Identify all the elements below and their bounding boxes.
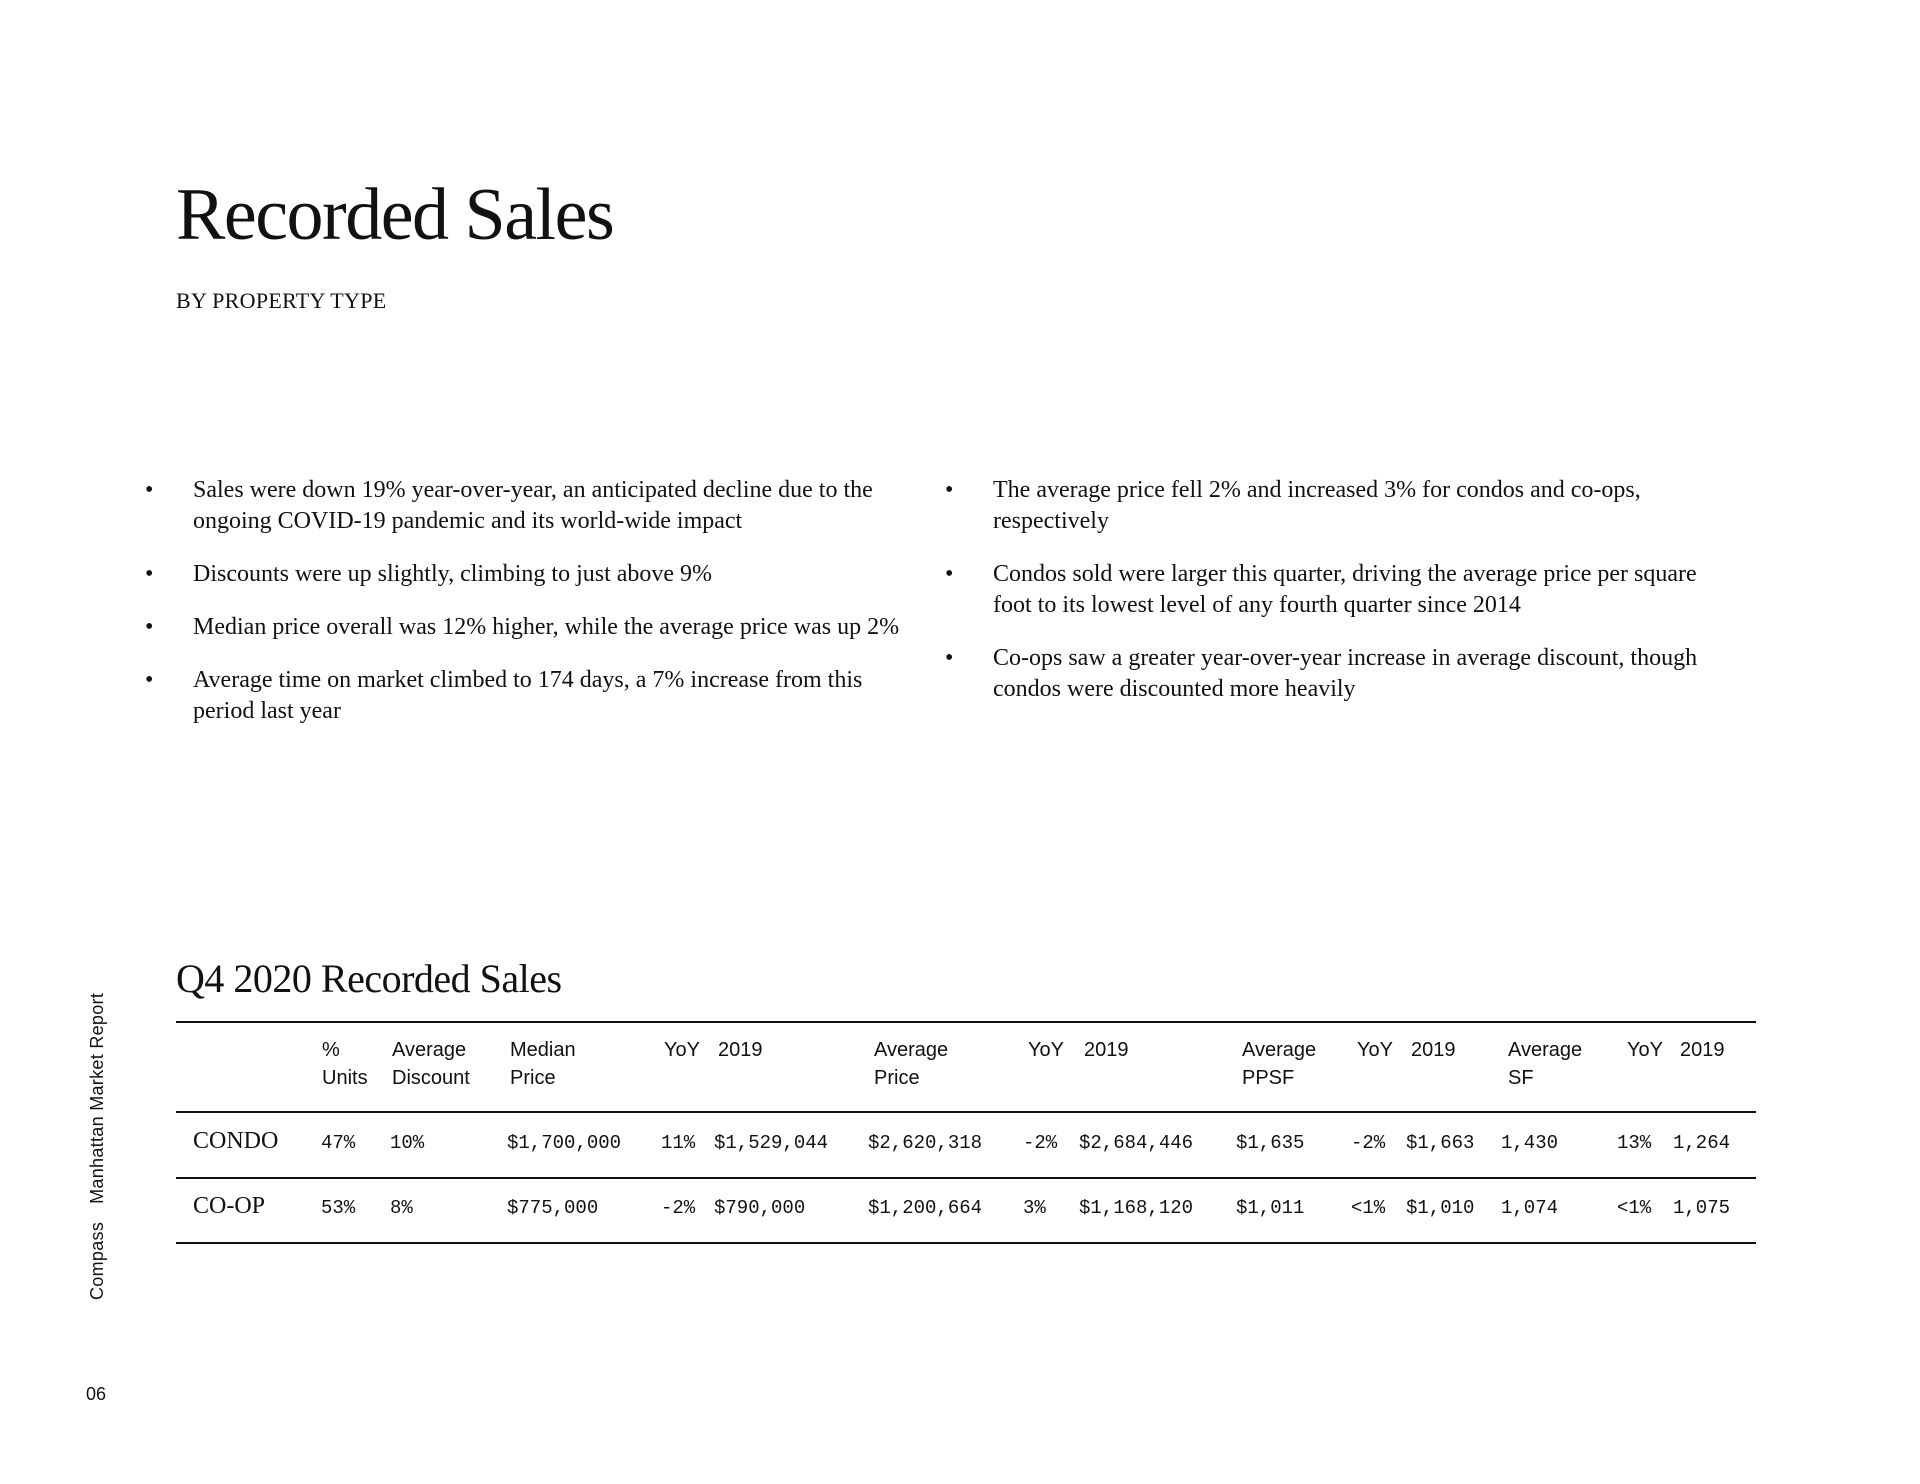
- bullet-item: • Condos sold were larger this quarter, driving the average price per square foot to its lowest level of any fourth quarter since 2014: [945, 561, 1697, 618]
- sidebar-brand: Compass: [87, 1221, 107, 1300]
- bullet-item: • Median price overall was 12% higher, while the average price was up 2%: [145, 612, 915, 643]
- sidebar-report: Manhattan Market Report: [87, 992, 107, 1204]
- column-header: YoY: [1357, 1039, 1393, 1061]
- table-cell: 1,075: [1673, 1197, 1731, 1219]
- table-cell: -2%: [1023, 1132, 1058, 1154]
- column-header: YoY: [1028, 1039, 1064, 1061]
- bullet-item: • The average price fell 2% and increased 3% for condos and co-ops, respectively: [945, 477, 1641, 534]
- table-cell: $1,663: [1406, 1132, 1475, 1154]
- column-header: Median Price: [510, 1039, 576, 1089]
- table-cell: $775,000: [507, 1197, 599, 1219]
- table-cell: 53%: [321, 1197, 356, 1219]
- table-cell: 3%: [1023, 1197, 1046, 1219]
- table-cell: $1,200,664: [868, 1197, 983, 1219]
- page-number: 06: [86, 1384, 107, 1404]
- table-cell: 1,430: [1501, 1132, 1559, 1154]
- bullet-item: • Co-ops saw a greater year-over-year increase in average discount, though condos were discounted more heavily: [945, 645, 1698, 702]
- bullet-icon: •: [145, 561, 154, 587]
- table-cell: $2,684,446: [1079, 1132, 1194, 1154]
- table-bottom-rule: [176, 1242, 1756, 1244]
- table-cell: 47%: [321, 1132, 356, 1154]
- bullet-item: • Average time on market climbed to 174 days, a 7% increase from this period last year: [145, 667, 863, 724]
- bullet-list-right: [945, 475, 1725, 727]
- table-cell: $1,700,000: [507, 1132, 622, 1154]
- table-cell: $2,620,318: [868, 1132, 983, 1154]
- row-label-condo: CONDO: [193, 1128, 279, 1154]
- table-cell: 13%: [1617, 1132, 1652, 1154]
- table-cell: $1,010: [1406, 1197, 1475, 1219]
- column-header: Average Discount: [392, 1039, 470, 1089]
- table-cell: 1,074: [1501, 1197, 1559, 1219]
- table-cell: 8%: [390, 1197, 413, 1219]
- page-title: Recorded Sales: [176, 174, 614, 256]
- bullet-icon: •: [945, 645, 954, 671]
- table-cell: 1,264: [1673, 1132, 1731, 1154]
- bullet-item: • Discounts were up slightly, climbing to just above 9%: [145, 559, 915, 590]
- column-header: Average Price: [874, 1039, 949, 1089]
- row-label-coop: CO-OP: [193, 1193, 266, 1219]
- column-header: 2019: [718, 1039, 763, 1061]
- bullet-icon: •: [145, 477, 154, 503]
- table-cell: $1,635: [1236, 1132, 1305, 1154]
- column-header: YoY: [664, 1039, 700, 1061]
- bullet-icon: •: [945, 561, 954, 587]
- bullet-item: • Sales were down 19% year-over-year, an anticipated decline due to the ongoing COVID-19 pandemic and its world-wide impact: [145, 477, 873, 534]
- bullet-icon: •: [145, 614, 154, 640]
- bullet-icon: •: [945, 477, 954, 503]
- page-subtitle: BY PROPERTY TYPE: [176, 288, 387, 313]
- sidebar-report-label: [87, 993, 108, 1300]
- column-header: Average PPSF: [1242, 1039, 1317, 1089]
- table-title: Q4 2020 Recorded Sales: [176, 956, 562, 1001]
- column-header: 2019: [1680, 1039, 1725, 1061]
- table-cell: $1,011: [1236, 1197, 1305, 1219]
- bullet-icon: •: [145, 667, 154, 693]
- table-cell: $1,529,044: [714, 1132, 829, 1154]
- table-cell: $1,168,120: [1079, 1197, 1194, 1219]
- column-header: YoY: [1627, 1039, 1663, 1061]
- column-header: 2019: [1411, 1039, 1456, 1061]
- table-row-rule: [176, 1177, 1756, 1179]
- table-cell: -2%: [661, 1197, 696, 1219]
- column-header: 2019: [1084, 1039, 1129, 1061]
- column-header: % Units: [322, 1039, 368, 1089]
- column-header: Average SF: [1508, 1039, 1583, 1089]
- table-cell: $790,000: [714, 1197, 806, 1219]
- table-cell: <1%: [1351, 1197, 1386, 1219]
- table-header-rule: [176, 1111, 1756, 1113]
- bullet-list-left: [145, 475, 915, 749]
- table-top-rule: [176, 1021, 1756, 1023]
- table-cell: 11%: [661, 1132, 696, 1154]
- table-cell: -2%: [1351, 1132, 1386, 1154]
- table-cell: 10%: [390, 1132, 425, 1154]
- table-cell: <1%: [1617, 1197, 1652, 1219]
